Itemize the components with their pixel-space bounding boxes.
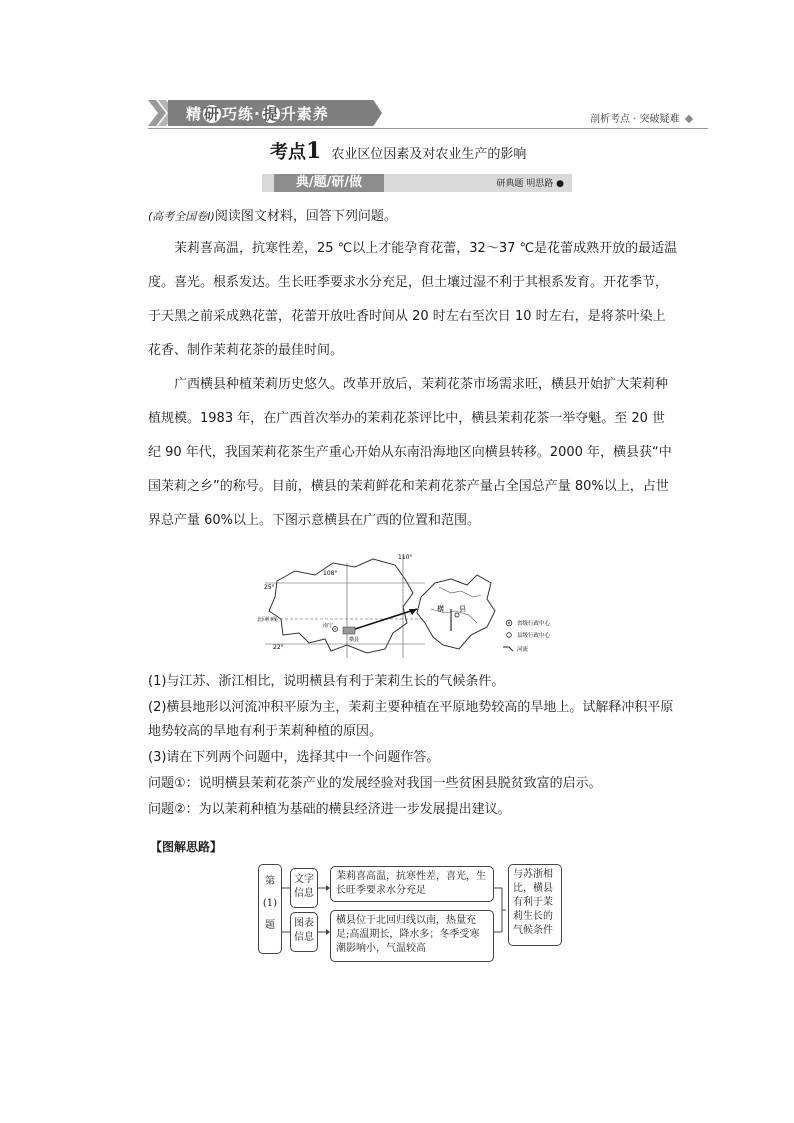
- section-bar-title: 典/题/研/做: [274, 174, 384, 192]
- conclusion-box: 与苏浙相比，横县有利于茉莉生长的气候条件: [508, 864, 562, 946]
- legend-provincial-label: 省级行政中心: [517, 621, 551, 627]
- chart-info-box: 图表信息: [290, 912, 318, 952]
- question-number-box: 第 (1) 题: [258, 864, 282, 954]
- banner-title: 精 研 巧练· 提 升素养: [186, 105, 329, 123]
- question-3-option-1: 问题①：说明横县茉莉花茶产业的发展经验对我国一些贫困县脱贫致富的启示。: [148, 776, 602, 791]
- solution-label: 【图解思路】: [150, 840, 223, 854]
- lon-108-label: 108°: [323, 570, 338, 577]
- section-bar-subtitle: 研典题 明思路 ●: [496, 179, 564, 189]
- section-banner: [148, 100, 384, 126]
- tropic-label: 北回归线: [257, 617, 278, 623]
- county-center-icon: [507, 633, 512, 638]
- inset-xian-label: 县: [459, 605, 466, 613]
- question-3-option-2: 问题②：为以茉莉种植为基础的横县经济进一步发展提出建议。: [148, 802, 511, 817]
- lon-110-label: 110°: [398, 554, 413, 561]
- question-1: (1)与江苏、浙江相比，说明横县有利于茉莉生长的气候条件。: [148, 674, 505, 689]
- question-2: (2)横县地形以河流冲积平原为主，茉莉主要种植在平原地势较高的旱地上。试解释冲积平原地势较高的旱地有利于茉莉种植的原因。: [148, 700, 674, 739]
- question-intro: (高考全国卷Ⅰ)阅读图文材料，回答下列问题。: [148, 209, 397, 224]
- top-right-label: 剖析考点 · 突破疑难: [590, 110, 692, 125]
- hengxian-label: 横县: [349, 637, 360, 643]
- location-map: [255, 553, 585, 668]
- chart-info-content: 横县位于北回归线以南，热量充足;高温期长，降水多；冬季受寒潮影响小，气温较高: [330, 910, 494, 962]
- text-info-content: 茉莉喜高温，抗寒性差，喜光，生长旺季要求水分充足: [330, 866, 494, 902]
- legend-river-label: 河流: [517, 647, 529, 653]
- text-info-box: 文字信息: [290, 868, 318, 908]
- topic-title: 考点1 农业区位因素及对农业生产的影响: [270, 138, 527, 164]
- guangxi-outline: [269, 559, 413, 653]
- question-3: (3)请在下列两个问题中，选择其中一个问题作答。: [148, 750, 440, 765]
- section-bar: [262, 174, 572, 192]
- material-paragraph-2: 广西横县种植茉莉历史悠久。改革开放后，茉莉花茶市场需求旺，横县开始扩大茉莉种植规模。1983 年，在广西首次举办的茉莉花茶评比中，横县茉莉花茶一举夺魁。至 20 世纪 90 年代，我国茉莉花茶生产重心开始从东南沿海地区向横县转移。2000 年，横县获“中国茉莉之乡”的称号。目前，横县的茉莉鲜花和茉莉花茶产量占全国总产量 80%以上，占世界总产量 60%以上。下图示意横县在广西的位置和范围。: [148, 377, 672, 528]
- material-paragraph-1: 茉莉喜高温，抗寒性差，25 ℃以上才能孕育花蕾，32～37 ℃是花蕾成熟开放的最适温度。喜光。根系发达。生长旺季要求水分充足，但土壤过湿不利于其根系发育。开花季节，于天黑之前采成熟花蕾，花蕾开放吐香时间从 20 时左右至次日 10 时左右，是将茶叶染上花香、制作茉莉花茶的最佳时间。: [148, 241, 678, 358]
- lat-25-label: 25°: [264, 584, 275, 591]
- diamond-icon: [684, 115, 692, 123]
- river-icon: [503, 647, 513, 651]
- header-rule: [148, 128, 708, 129]
- hengxian-shape: [343, 627, 355, 634]
- inset-heng-label: 横: [437, 605, 444, 613]
- legend-county-label: 县级行政中心: [517, 633, 551, 639]
- nanning-label: 南宁: [323, 623, 334, 629]
- solution-flow-diagram: [258, 860, 568, 965]
- county-inset-outline: [417, 575, 495, 649]
- lat-22-label: 22°: [273, 644, 284, 651]
